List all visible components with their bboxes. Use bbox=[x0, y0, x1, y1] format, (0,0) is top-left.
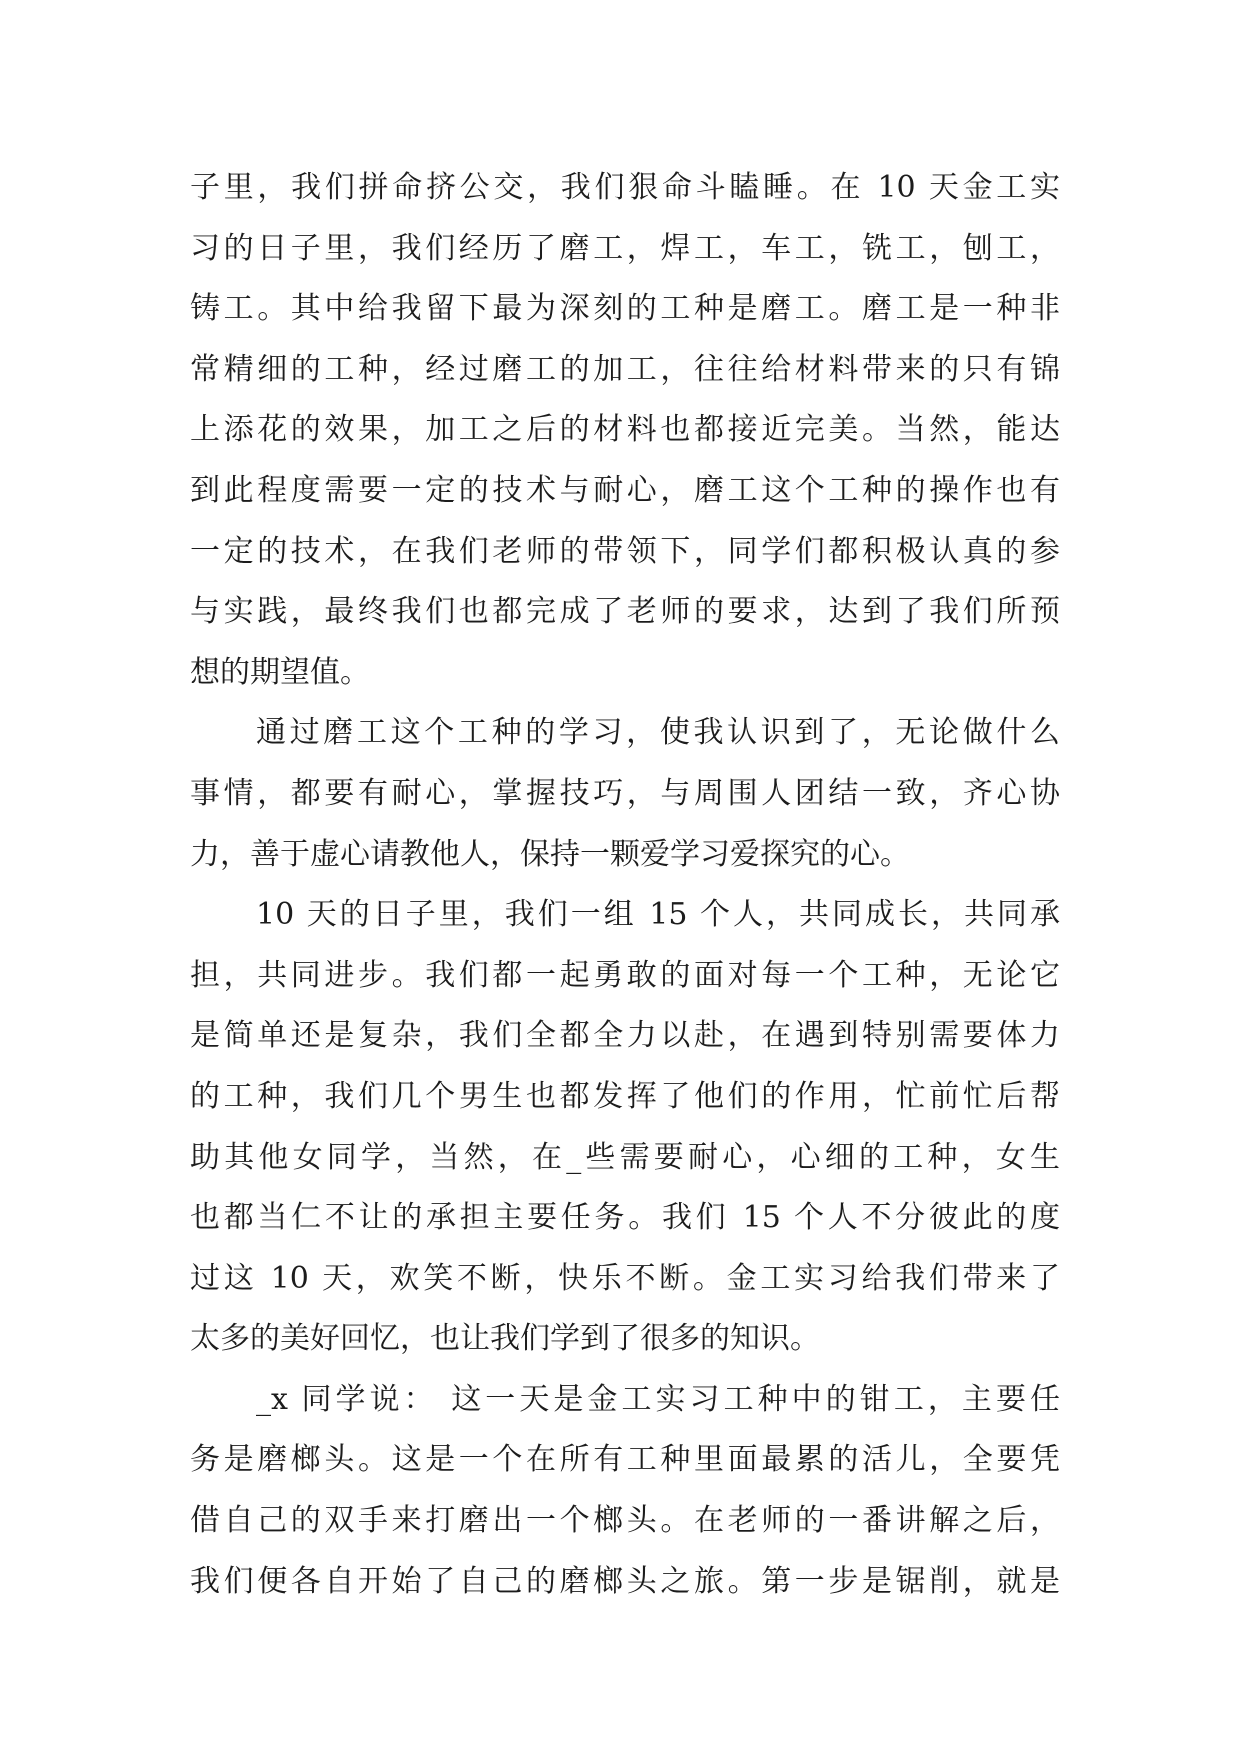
text-line: 力，善于虚心请教他人，保持一颗爱学习爱探究的心。 bbox=[190, 836, 910, 872]
text-line: 事情，都要有耐心，掌握技巧，与周围人团结一致，齐心协 bbox=[190, 775, 1060, 811]
text-line: 上添花的效果，加工之后的材料也都接近完美。当然，能达 bbox=[190, 412, 1060, 448]
text-line: _x 同学说： 这一天是金工实习工种中的钳工，主要任 bbox=[256, 1381, 1060, 1417]
text-line: 常精细的工种，经过磨工的加工，往往给材料带来的只有锦 bbox=[190, 351, 1060, 387]
text-line: 一定的技术，在我们老师的带领下，同学们都积极认真的参 bbox=[190, 533, 1060, 569]
text-line: 子里，我们拼命挤公交，我们狠命斗瞌睡。在 10 天金工实 bbox=[190, 170, 1060, 205]
text-line: 过这 10 天，欢笑不断，快乐不断。金工实习给我们带来了 bbox=[190, 1260, 1060, 1296]
text-line: 习的日子里，我们经历了磨工，焊工，车工，铣工，刨工， bbox=[190, 230, 1060, 266]
text-line: 我们便各自开始了自己的磨榔头之旅。第一步是锯削，就是 bbox=[190, 1563, 1060, 1599]
text-line: 担，共同进步。我们都一起勇敢的面对每一个工种，无论它 bbox=[190, 957, 1060, 993]
body-text bbox=[190, 158, 1060, 1612]
text-line: 太多的美好回忆，也让我们学到了很多的知识。 bbox=[190, 1321, 820, 1357]
text-line: 想的期望值。 bbox=[190, 654, 370, 690]
text-line: 借自己的双手来打磨出一个榔头。在老师的一番讲解之后， bbox=[190, 1503, 1060, 1539]
text-line: 是简单还是复杂，我们全都全力以赴，在遇到特别需要体力 bbox=[190, 1018, 1060, 1054]
text-line: 与实践，最终我们也都完成了老师的要求，达到了我们所预 bbox=[190, 594, 1060, 630]
text-line: 的工种，我们几个男生也都发挥了他们的作用，忙前忙后帮 bbox=[190, 1078, 1060, 1114]
text-line: 也都当仁不让的承担主要任务。我们 15 个人不分彼此的度 bbox=[190, 1200, 1060, 1236]
text-line: 10 天的日子里，我们一组 15 个人，共同成长，共同承 bbox=[256, 897, 1060, 933]
text-line: 务是磨榔头。这是一个在所有工种里面最累的活儿，全要凭 bbox=[190, 1442, 1060, 1478]
text-line: 铸工。其中给我留下最为深刻的工种是磨工。磨工是一种非 bbox=[190, 291, 1060, 327]
text-line: 到此程度需要一定的技术与耐心，磨工这个工种的操作也有 bbox=[190, 472, 1060, 508]
text-line: 通过磨工这个工种的学习，使我认识到了，无论做什么 bbox=[256, 715, 1060, 751]
text-line: 助其他女同学，当然，在_些需要耐心，心细的工种，女生 bbox=[190, 1139, 1060, 1175]
